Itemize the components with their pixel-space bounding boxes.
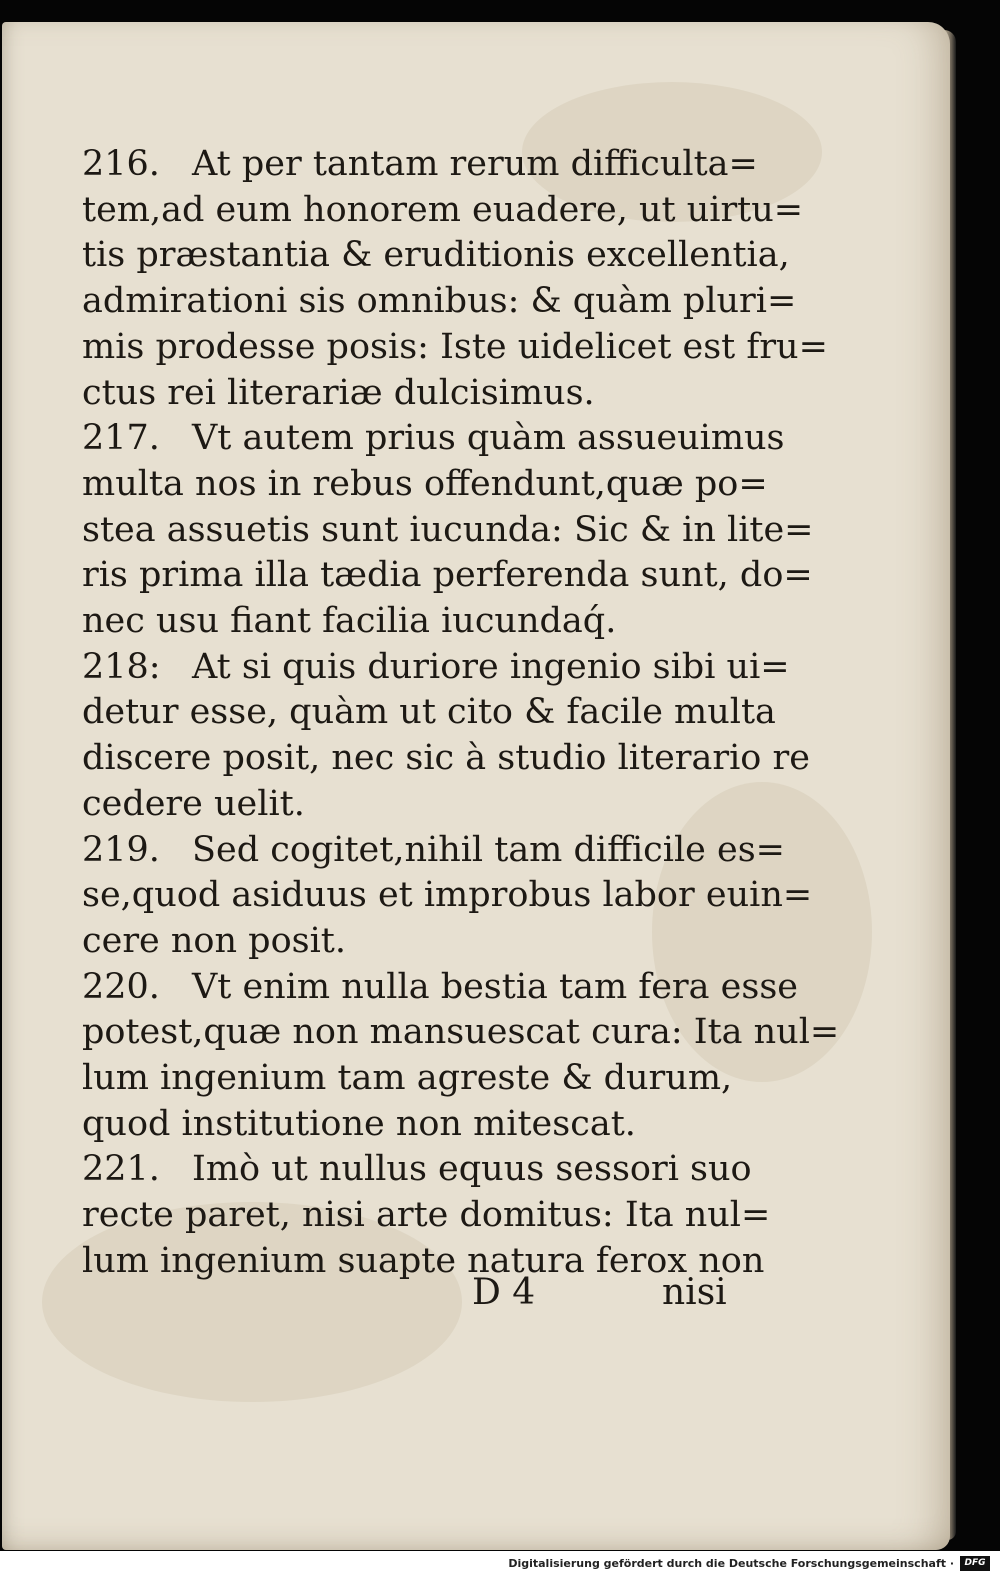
- text-line: [82, 233, 790, 279]
- funding-credit: Digitalisierung gefördert durch die Deutsche Forschungsgemeinschaft ·: [508, 1557, 954, 1570]
- line-text: lum ingenium tam agreste & durum,: [82, 1058, 733, 1099]
- text-line: [82, 1102, 762, 1148]
- paragraph-number: 217.: [82, 418, 160, 459]
- line-text: stea assuetis sunt iucunda: Sic & in lite=: [82, 509, 814, 550]
- text-line: [82, 782, 762, 828]
- line-text: recte paret, nisi arte domitus: Ita nul=: [82, 1195, 771, 1236]
- line-text: Imò ut nullus equus sessori suo: [192, 1149, 752, 1190]
- text-line: [82, 690, 776, 736]
- line-text: admirationi sis omnibus: & quàm pluri=: [82, 281, 797, 322]
- text-line: [82, 873, 813, 919]
- text-line: [82, 736, 810, 782]
- line-text: discere posit, nec sic à studio literario re: [82, 738, 810, 779]
- text-line: [82, 1147, 762, 1193]
- page-text: [82, 142, 840, 1285]
- line-text: nec usu fiant facilia iucundaq́.: [82, 601, 617, 642]
- paragraph-number: 220.: [82, 966, 160, 1007]
- text-line: [82, 553, 813, 599]
- line-text: Vt enim nulla bestia tam fera esse: [192, 966, 799, 1007]
- paragraph-number: 216.: [82, 144, 160, 184]
- text-line: [82, 919, 762, 965]
- line-text: lum ingenium suapte natura ferox non: [82, 1240, 765, 1281]
- text-line: [82, 142, 762, 188]
- line-text: mis prodesse posis: Iste uidelicet est fru=: [82, 326, 828, 367]
- line-text: Vt autem prius quàm assueuimus: [192, 418, 785, 459]
- text-line: [82, 188, 804, 234]
- text-line: [82, 645, 790, 691]
- line-text: ris prima illa tædia perferenda sunt, do=: [82, 555, 813, 596]
- text-line: [82, 462, 768, 508]
- line-text: tis præstantia & eruditionis excellentia,: [82, 235, 790, 276]
- text-line: [82, 279, 797, 325]
- text-line: [82, 828, 785, 874]
- text-line: [82, 416, 785, 462]
- text-line: [82, 371, 762, 417]
- line-text: tem,ad eum honorem euadere, ut uirtu=: [82, 189, 804, 230]
- line-text: ctus rei literariæ dulcisimus.: [82, 372, 595, 413]
- line-text: At si quis duriore ingenio sibi ui=: [192, 646, 790, 687]
- book-page: [2, 22, 950, 1550]
- line-text: multa nos in rebus offendunt,quæ po=: [82, 463, 768, 504]
- paragraph-number: 218:: [82, 646, 161, 687]
- line-text: cere non posit.: [82, 920, 346, 961]
- line-text: se,quod asiduus et improbus labor euin=: [82, 875, 813, 916]
- footer-bar: [0, 1551, 1000, 1585]
- line-text: quod institutione non mitescat.: [82, 1103, 636, 1144]
- line-text: cedere uelit.: [82, 783, 305, 824]
- line-text: Sed cogitet,nihil tam difficile es=: [192, 829, 785, 870]
- text-line: [82, 599, 762, 645]
- signature-line: [472, 1272, 772, 1313]
- text-line: [82, 1056, 762, 1102]
- text-line: [82, 965, 799, 1011]
- text-line: [82, 508, 814, 554]
- line-text: At per tantam rerum difficulta=: [192, 144, 758, 184]
- signature-mark: D 4: [472, 1272, 536, 1313]
- text-line: [82, 325, 828, 371]
- paragraph-number: 219.: [82, 829, 160, 870]
- dfg-logo: DFG: [960, 1556, 990, 1571]
- catchword: nisi: [662, 1272, 727, 1313]
- paragraph-number: 221.: [82, 1149, 160, 1190]
- line-text: detur esse, quàm ut cito & facile multa: [82, 692, 776, 733]
- line-text: potest,quæ non mansuescat cura: Ita nul=: [82, 1012, 840, 1053]
- text-line: [82, 1193, 771, 1239]
- text-line: [82, 1010, 840, 1056]
